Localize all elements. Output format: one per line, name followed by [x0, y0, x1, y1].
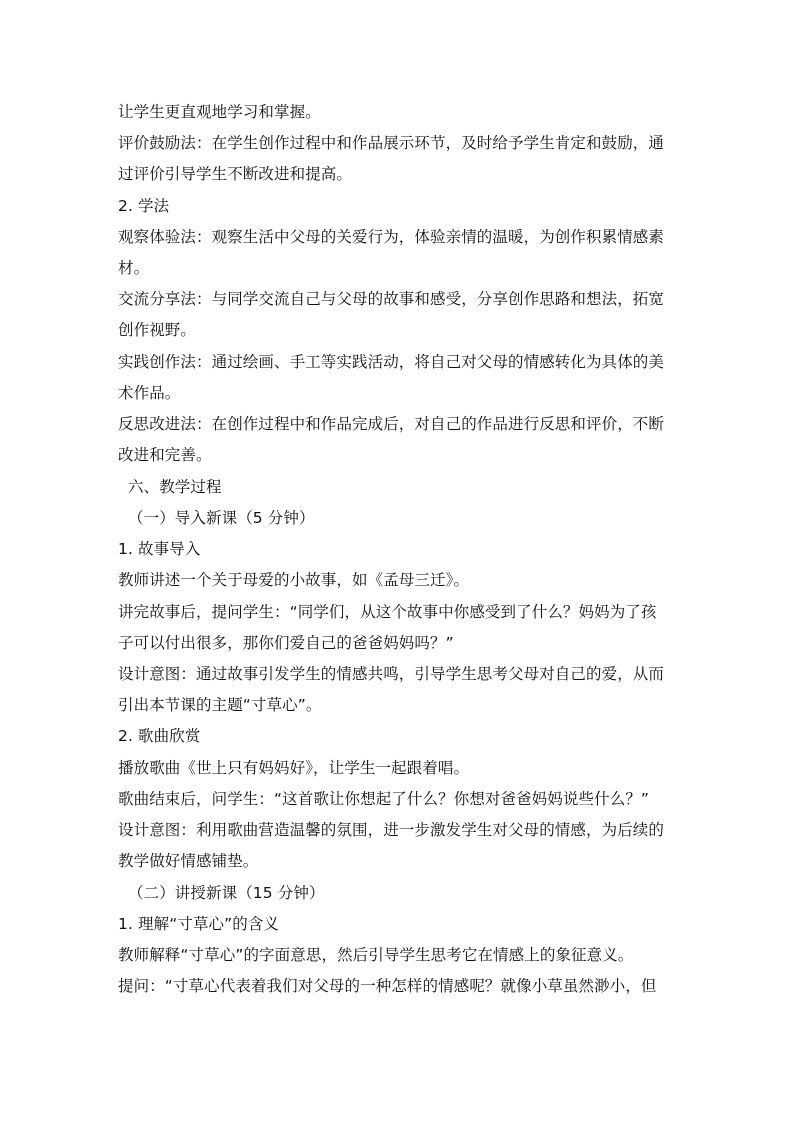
text-line: 让学生更直观地学习和掌握。	[118, 103, 321, 121]
text-line: 子可以付出很多，那你们爱自己的爸爸妈妈吗？”	[118, 634, 454, 652]
text-line: 设计意图：通过故事引发学生的情感共鸣，引导学生思考父母对自己的爱，从而	[118, 665, 665, 683]
text-line: 改进和完善。	[118, 446, 212, 464]
text-line: 评价鼓励法：在学生创作过程中和作品展示环节，及时给予学生肯定和鼓励，通	[118, 134, 665, 152]
text-line: 设计意图：利用歌曲营造温馨的氛围，进一步激发学生对父母的情感，为后续的	[118, 821, 665, 839]
text-line: 过评价引导学生不断改进和提高。	[118, 165, 353, 183]
subsection-heading: （一）导入新课（5 分钟）	[128, 509, 315, 527]
item-heading: 2. 歌曲欣赏	[118, 727, 201, 745]
text-line: 教师讲述一个关于母爱的小故事，如《孟母三迁》。	[118, 571, 470, 589]
subsection-heading: （二）讲授新课（15 分钟）	[128, 884, 325, 902]
text-line: 教师解释“寸草心”的字面意思，然后引导学生思考它在情感上的象征意义。	[118, 946, 634, 964]
text-line: 创作视野。	[118, 321, 197, 339]
section-heading: 六、教学过程	[128, 478, 222, 496]
text-line: 术作品。	[118, 384, 181, 402]
text-line: 观察体验法：观察生活中父母的关爱行为，体验亲情的温暖，为创作积累情感素	[118, 228, 665, 246]
text-line: 播放歌曲《世上只有妈妈好》，让学生一起跟着唱。	[118, 759, 470, 777]
text-line: 引出本节课的主题“寸草心”。	[118, 696, 322, 714]
item-heading: 1. 故事导入	[118, 540, 201, 558]
section-heading: 2. 学法	[118, 197, 170, 215]
text-line: 讲完故事后，提问学生：“同学们，从这个故事中你感受到了什么？妈妈为了孩	[118, 603, 657, 621]
text-line: 教学做好情感铺垫。	[118, 852, 259, 870]
text-line: 提问：“寸草心代表着我们对父母的一种怎样的情感呢？就像小草虽然渺小，但	[118, 977, 657, 995]
text-line: 反思改进法：在创作过程中和作品完成后，对自己的作品进行反思和评价，不断	[118, 415, 665, 433]
text-line: 材。	[118, 259, 150, 277]
item-heading: 1. 理解“寸草心”的含义	[118, 915, 280, 933]
text-line: 交流分享法：与同学交流自己与父母的故事和感受，分享创作思路和想法，拓宽	[118, 290, 665, 308]
text-line: 实践创作法：通过绘画、手工等实践活动，将自己对父母的情感转化为具体的美	[118, 353, 665, 371]
text-line: 歌曲结束后，问学生：“这首歌让你想起了什么？你想对爸爸妈妈说些什么？”	[118, 790, 650, 808]
